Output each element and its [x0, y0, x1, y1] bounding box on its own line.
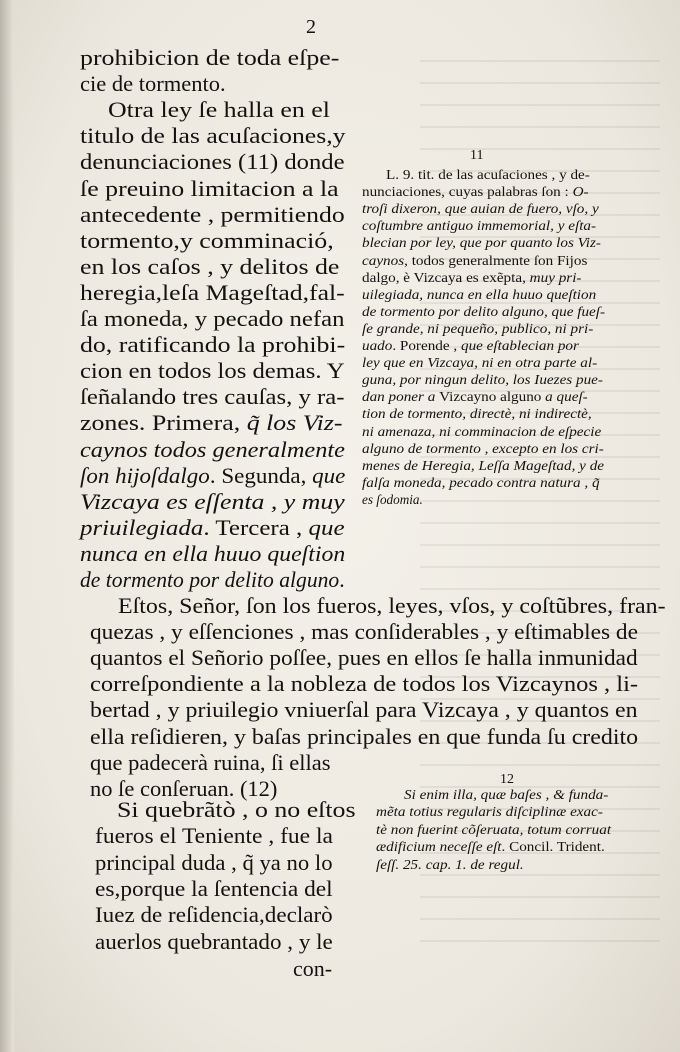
text-segment: troſi dixeron, que auian de fuero, vſo, y [362, 201, 599, 217]
catchword: con- [293, 956, 333, 981]
margin-note-11-number: 11 [470, 148, 484, 163]
text-line [362, 252, 587, 270]
text-segment: prohibicion de toda eſpe- [80, 45, 340, 70]
text-segment: ſeñalando tres cauſas, y ra- [80, 384, 345, 410]
text-line [80, 70, 226, 98]
text-segment: q̃ los Viz- [246, 410, 343, 436]
text-line [80, 44, 339, 72]
text-line [362, 200, 599, 218]
text-line [376, 821, 611, 839]
text-line [362, 491, 423, 509]
text-segment: ſon hijoſdalgo [80, 462, 210, 488]
text-line [80, 462, 345, 490]
text-line [362, 234, 601, 252]
text-segment: ſa moneda, y pecado nefan [80, 306, 345, 331]
text-segment: que padecerà ruina, ſi ellas [90, 749, 331, 775]
text-segment: denunciaciones (11) donde [80, 149, 345, 175]
text-line [90, 644, 638, 672]
text-line [80, 175, 339, 203]
text-line [95, 849, 333, 877]
text-segment: ædificium neceſſe eſt [376, 839, 502, 855]
text-segment: Vizcayno alguno [439, 389, 546, 405]
text-segment: en los caſos , y delitos de [80, 253, 340, 279]
text-segment: ella reſidieren, y baſas principales en que funda ſu credito [90, 723, 639, 749]
text-segment: blecian por ley, que por quanto los Viz- [362, 235, 601, 251]
text-line [95, 901, 333, 929]
text-segment: Iuez de reſidencia,declarò [95, 902, 333, 928]
text-line [376, 856, 524, 874]
text-line [362, 440, 604, 458]
text-line [80, 514, 345, 542]
text-line [362, 405, 592, 423]
text-line [362, 183, 589, 201]
text-line [80, 227, 334, 255]
text-line [362, 371, 603, 389]
text-segment: es ſodomia. [362, 491, 423, 507]
text-line [80, 279, 345, 307]
text-segment: Si enim illa, quæ baſes , & funda- [404, 787, 609, 802]
text-segment: principal duda , q̃ ya no lo [95, 849, 333, 875]
text-segment: caynos todos generalmente [80, 436, 345, 462]
text-segment: . Concil. Trident. [501, 839, 605, 855]
text-line [90, 749, 331, 777]
text-line [362, 337, 579, 355]
text-line [362, 388, 588, 406]
text-line [118, 592, 666, 620]
text-segment: quantos el Señorio poſſee, pues en ellos ſe halla inmunidad [90, 645, 638, 671]
text-line [80, 305, 344, 333]
text-segment: mẽta totius regularis diſciplinæ exac- [376, 804, 603, 820]
text-segment: heregia,leſa Mageſtad,fal- [80, 279, 345, 305]
text-segment: auerlos quebrantado , y le [95, 928, 333, 954]
page-number: 2 [306, 16, 316, 38]
text-line [362, 457, 604, 475]
text-segment: . [339, 567, 345, 592]
text-line [376, 803, 603, 821]
text-segment: Otra ley ſe halla en el [108, 97, 330, 123]
text-line [117, 796, 356, 824]
text-segment: que [308, 514, 345, 540]
text-segment: ſe preuino limitacion a la [80, 175, 339, 201]
text-segment: nunca en ella huuo queſtion [80, 540, 346, 566]
text-segment: Eſtos, Señor, ſon los fueros, leyes, vſos, y coſtũbres, fran- [118, 593, 666, 618]
text-line [80, 148, 345, 176]
text-segment: Vizcaya es eſſenta , y muy [80, 488, 345, 514]
text-segment: uilegiada, nunca en ella huuo queſtion [362, 286, 597, 302]
text-line [362, 303, 605, 321]
text-line [386, 166, 590, 184]
text-line [362, 320, 593, 338]
text-line [80, 357, 345, 385]
text-segment: bertad , y priuilegio vniuerſal para Vizcaya , y quantos en [90, 697, 638, 723]
text-line [80, 488, 345, 516]
text-line [80, 122, 345, 150]
text-segment: guna, por ningun delito, los Iuezes pue- [362, 372, 603, 388]
text-line [95, 822, 333, 850]
text-segment: ni amenaza, ni comminacion de eſpecie [362, 423, 602, 439]
text-segment: tè non fuerint cõſeruata, totum corruat [376, 821, 612, 837]
text-segment: correſpondiente a la nobleza de todos los Vizcaynos , li- [90, 671, 639, 697]
text-segment: titulo de las acuſaciones,y [80, 123, 346, 149]
text-line [90, 618, 638, 646]
text-line [80, 566, 345, 594]
text-line [80, 409, 343, 437]
text-segment: tormento,y comminació, [80, 227, 334, 253]
margin-note-12-number: 12 [500, 772, 514, 787]
text-segment: Si quebrãtò , o no eſtos [117, 797, 356, 822]
text-line [90, 670, 638, 698]
text-segment: alguno de tormento , excepto en los cri- [362, 440, 604, 456]
text-line [90, 723, 638, 751]
page-spine-shadow [0, 0, 14, 1052]
text-segment: . Tercera , [203, 514, 309, 540]
text-line [376, 838, 605, 856]
text-segment: que eſtablecian por [460, 338, 579, 353]
text-segment: de tormento por delito alguno, que fueſ- [362, 303, 606, 319]
text-segment: muy pri- [529, 269, 582, 285]
text-segment: O- [572, 184, 589, 200]
text-line [80, 201, 345, 229]
text-segment: coſtumbre antiguo immemorial, y eſta- [362, 218, 597, 234]
text-segment: . Segunda, [209, 462, 313, 488]
text-segment: es,porque la ſentencia del [95, 875, 333, 901]
text-segment: de tormento por delito alguno [80, 567, 340, 592]
text-line [80, 436, 345, 464]
text-segment: cie de tormento. [80, 71, 226, 97]
text-segment: caynos [362, 252, 405, 268]
text-line [362, 423, 601, 441]
text-segment: dalgo, è Vizcaya es exẽpta, [362, 269, 530, 285]
text-segment: priuilegiada [80, 514, 204, 540]
text-line [80, 331, 345, 359]
text-line [362, 217, 596, 235]
text-segment: do, ratificando la prohibi- [80, 332, 346, 358]
text-segment: zones. Primera, [80, 410, 247, 436]
text-line [362, 269, 581, 287]
text-segment: nunciaciones, cuyas palabras ſon : [362, 184, 573, 200]
text-line [80, 253, 339, 281]
text-segment: , todos generalmente ſon Fijos [404, 252, 588, 268]
text-segment: que [312, 462, 346, 488]
text-segment: ley que en Vizcaya, ni en otra parte al- [362, 355, 598, 371]
text-line [362, 354, 597, 372]
text-line [80, 383, 344, 411]
text-line [404, 786, 608, 804]
text-segment: quezas , y eſſenciones , mas conſiderables , y eſtimables de [90, 619, 638, 645]
text-segment: uado [362, 338, 393, 353]
text-segment: ſeſſ. 25. cap. 1. de regul. [376, 856, 524, 872]
text-line [108, 96, 330, 124]
text-segment: antecedente , permitiendo [80, 201, 345, 227]
text-segment: cion en todos los demas. Y [80, 358, 345, 384]
text-line [362, 474, 600, 492]
text-segment: ſe grande, ni pequeño, publico, ni pri- [362, 320, 594, 336]
text-segment: menes de Heregia, Leſſa Mageſtad, y de [362, 457, 605, 473]
text-segment: dan poner a [362, 389, 440, 405]
text-line [80, 540, 345, 568]
text-line [95, 928, 333, 956]
text-segment: falſa moneda, pecado contra natura , q̃ [362, 474, 600, 490]
text-line [95, 875, 333, 903]
text-line [362, 286, 596, 304]
text-segment: tion de tormento, directè, ni indirectè, [362, 406, 592, 422]
text-segment: a queſ- [545, 389, 588, 405]
text-segment: fueros el Teniente , fue la [95, 823, 333, 849]
text-segment: . Porende , [392, 338, 461, 353]
text-segment: no ſe conſeruan. (12) [90, 775, 278, 801]
text-line [90, 696, 638, 724]
text-segment: L. 9. tit. de las acuſaciones , y de- [386, 167, 590, 182]
